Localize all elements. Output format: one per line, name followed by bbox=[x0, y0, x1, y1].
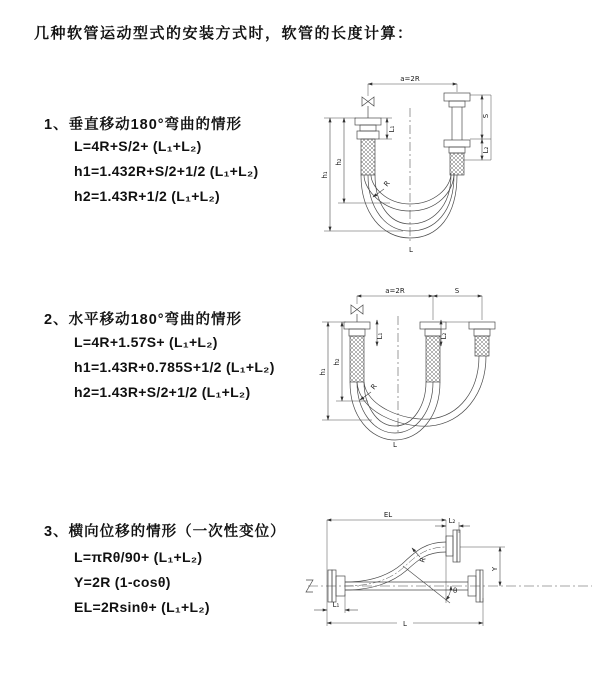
section-2-heading: 2、水平移动180°弯曲的情形 bbox=[44, 312, 243, 328]
d3-angle-label: θ bbox=[453, 587, 458, 595]
radius-line bbox=[403, 566, 450, 603]
d3-dim-l1-label: L₁ bbox=[332, 601, 340, 609]
section-1-heading: 1、垂直移动180°弯曲的情形 bbox=[44, 117, 243, 133]
hose-curves bbox=[361, 173, 457, 238]
section-1-formula-h1: h1=1.432R+S/2+1/2 (L₁+L₂) bbox=[74, 163, 259, 179]
section-3-formula-L: L=πRθ/90+ (L₁+L₂) bbox=[74, 549, 203, 565]
valve-icon bbox=[351, 305, 363, 322]
d1-dim-h2-label: h₂ bbox=[335, 158, 343, 166]
d3-labels bbox=[333, 511, 499, 628]
section-1-formula-h2: h2=1.43R+1/2 (L₁+L₂) bbox=[74, 188, 221, 204]
section-2-formula-h1: h1=1.43R+0.785S+1/2 (L₁+L₂) bbox=[74, 359, 275, 375]
section-1-formula-L: L=4R+S/2+ (L₁+L₂) bbox=[74, 138, 202, 154]
d1-left-fitting bbox=[355, 118, 381, 175]
diagram-horizontal-180-bend bbox=[310, 282, 590, 467]
section-3-formula-Y: Y=2R (1-cosθ) bbox=[74, 574, 171, 590]
d1-dim-s-label: S bbox=[482, 113, 490, 119]
hose-curve bbox=[345, 542, 446, 590]
diagram-lateral-displacement bbox=[300, 490, 600, 650]
d2-fittings bbox=[344, 322, 495, 382]
page-title: 几种软管运动型式的安装方式时，软管的长度计算： bbox=[34, 25, 414, 42]
angle-arc bbox=[446, 586, 451, 600]
d3-dim-el-label: EL bbox=[383, 511, 393, 519]
d2-dim-a-label: a=2R bbox=[385, 287, 405, 295]
d3-radius-label: R bbox=[418, 556, 428, 564]
d3-upper-right-fitting bbox=[446, 530, 460, 562]
d2-dim-h2-label: h₂ bbox=[333, 358, 341, 366]
d1-radius-label: R bbox=[382, 179, 392, 189]
d3-dim-y-label: Y bbox=[491, 566, 499, 572]
d2-dim-s-label: S bbox=[454, 287, 460, 295]
d2-dim-h1-label: h₁ bbox=[319, 368, 327, 376]
section-2-formula-h2: h2=1.43R+S/2+1/2 (L₁+L₂) bbox=[74, 384, 251, 400]
section-3-heading: 3、横向位移的情形（一次性变位） bbox=[44, 524, 286, 540]
diagram-vertical-180-bend bbox=[310, 70, 590, 260]
section-3-formula-EL: EL=2Rsinθ+ (L₁+L₂) bbox=[74, 599, 210, 615]
d1-labels bbox=[321, 75, 490, 254]
d2-radius-label: R bbox=[369, 382, 379, 392]
d3-dim-l2-label: L₂ bbox=[448, 517, 456, 525]
d3-length-label: L bbox=[403, 620, 407, 628]
valve-icon bbox=[362, 97, 374, 118]
d1-length-label: L bbox=[409, 246, 413, 254]
d1-dim-l2-label: L₂ bbox=[482, 146, 490, 154]
d1-dim-a-label: a=2R bbox=[400, 75, 420, 83]
d1-dim-l1-label: L₁ bbox=[388, 125, 396, 133]
d2-length-label: L bbox=[393, 441, 397, 449]
d1-dim-h1-label: h₁ bbox=[321, 171, 329, 179]
hose-curves bbox=[350, 356, 486, 440]
radius-leader bbox=[412, 548, 420, 557]
d2-dim-l1-label: L₁ bbox=[376, 332, 384, 340]
d2-dim-l2-label: L₂ bbox=[440, 332, 448, 340]
radius-leader bbox=[373, 189, 384, 197]
section-2-formula-L: L=4R+1.57S+ (L₁+L₂) bbox=[74, 334, 218, 350]
d1-right-fitting bbox=[444, 93, 470, 175]
